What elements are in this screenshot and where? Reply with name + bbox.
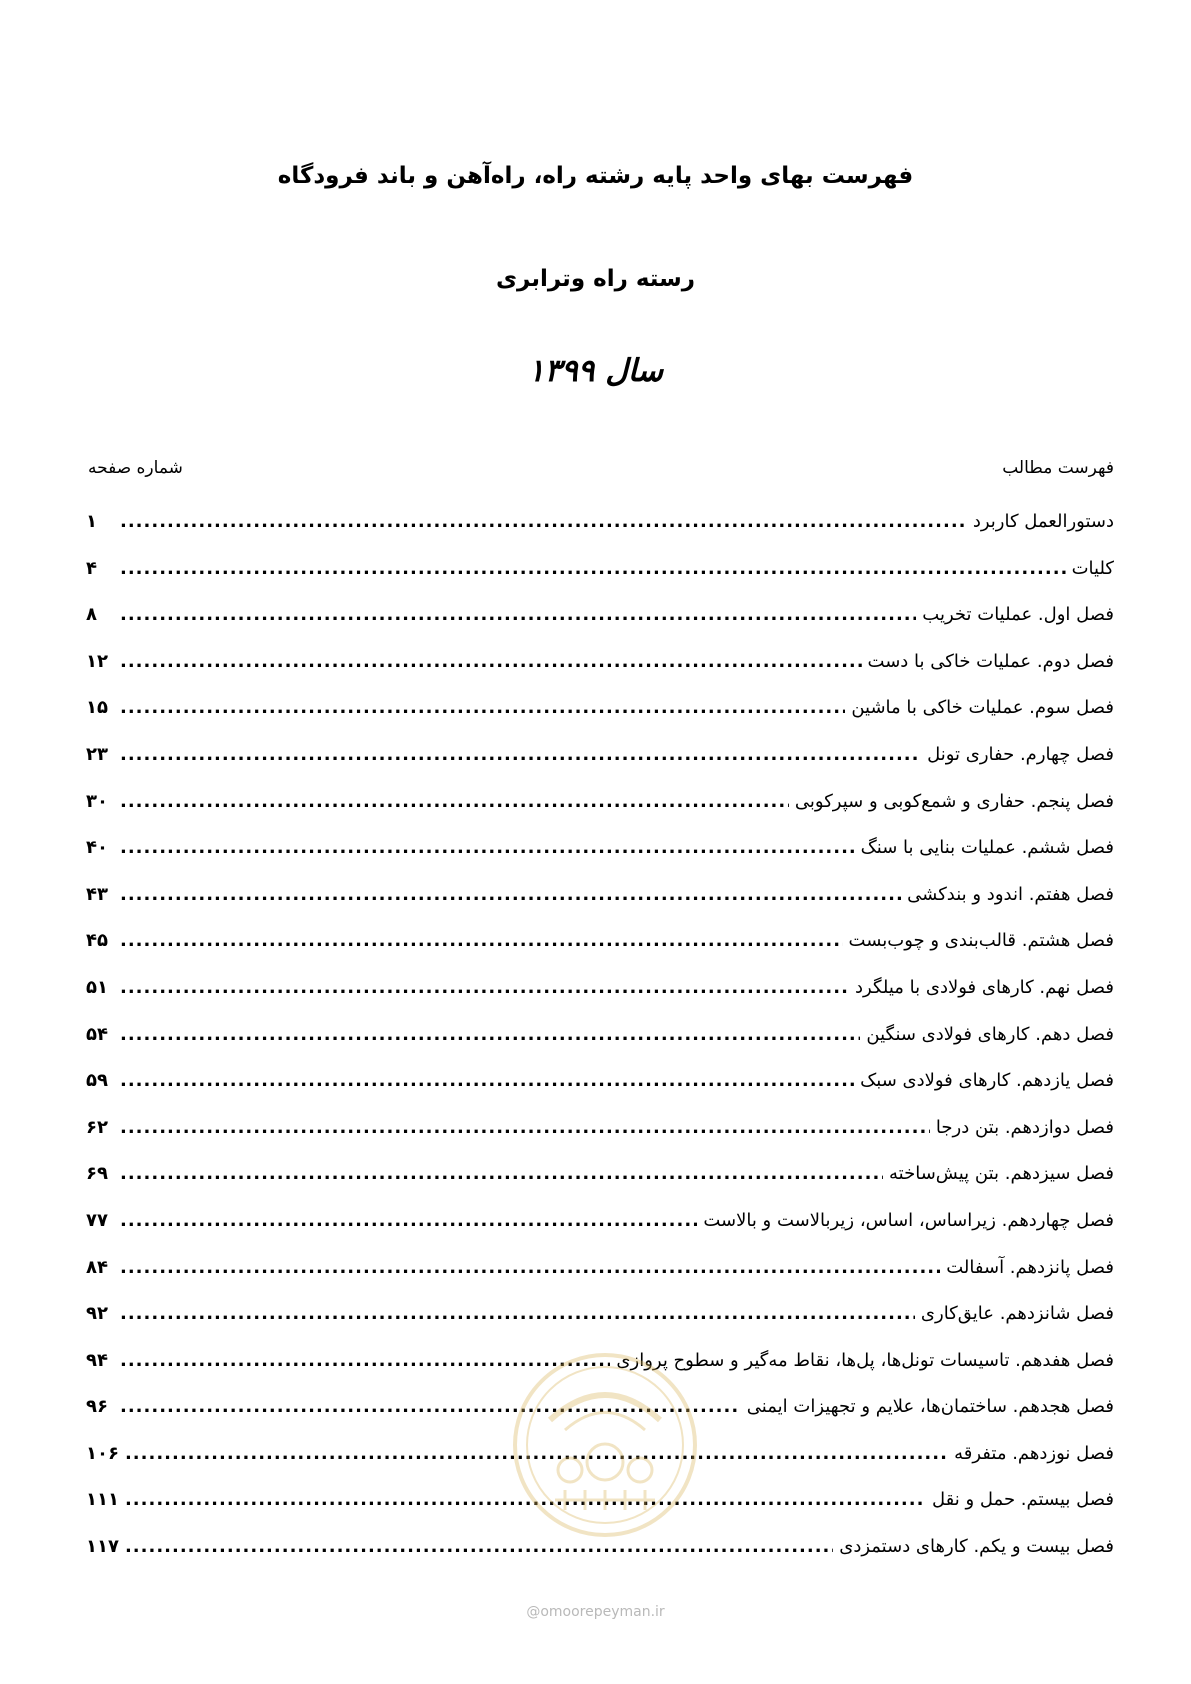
toc-entry-page: ۵۹ [86,1070,108,1092]
toc-entry-title: فصل دهم. کارهای فولادی سنگین [866,1023,1114,1045]
toc-entry-page: ۶۲ [86,1116,108,1138]
dot-leader [120,883,901,907]
toc-entry-page: ۵۱ [86,976,108,998]
toc-entry-title: فصل اول. عملیات تخریب [922,604,1114,626]
page-number-heading: شماره صفحه [88,458,183,478]
toc-entry-page: ۵۴ [86,1023,108,1045]
dot-leader [120,510,967,534]
toc-entry-page: ۱۵ [86,697,108,719]
toc-entry-page: ۹۲ [86,1303,108,1325]
toc-heading: فهرست مطالب [1002,458,1114,478]
toc-entry [86,1069,1114,1116]
toc-entry-page: ۶۹ [86,1163,108,1185]
toc-entry-title: فصل چهاردهم. زیراساس، اساس، زیربالاست و بالاست [703,1209,1114,1231]
toc-entry-title: فصل سیزدهم. بتن پیش‌ساخته [889,1163,1114,1185]
dot-leader [120,1256,940,1280]
toc-entry [86,1023,1114,1070]
toc-entry-page: ۸۴ [86,1256,108,1278]
toc-entry [86,696,1114,743]
dot-leader [120,696,845,720]
omoore-peyman-seal-icon [510,1350,700,1540]
dot-leader [120,1302,915,1326]
dot-leader [120,836,855,860]
toc-entry-page: ۴ [86,557,97,579]
toc-entry [86,510,1114,557]
toc-entry-page: ۲۳ [86,743,108,765]
toc-entry-page: ۴۰ [86,837,108,859]
toc-entry-page: ۱۰۶ [86,1442,119,1464]
toc-entry [86,603,1114,650]
toc-entry-title: فصل یازدهم. کارهای فولادی سبک [860,1070,1114,1092]
toc-entry [86,1256,1114,1303]
toc-entry [86,1535,1114,1582]
toc-entry-page: ۱۲ [86,650,108,672]
document-subtitle: رسته راه وترابری [495,266,696,292]
toc-entry-title: فصل ششم. عملیات بنایی با سنگ [860,837,1114,859]
toc-entry-title: فصل شانزدهم. عایق‌کاری [920,1303,1114,1325]
toc-entry-page: ۱ [86,511,97,532]
toc-entry [86,790,1114,837]
toc-entry-page: ۹۶ [86,1396,108,1418]
toc-entry [86,650,1114,697]
toc-entry-title: فصل نوزدهم. متفرقه [954,1442,1114,1464]
toc-entry-page: ۴۵ [86,930,108,952]
dot-leader [120,790,789,814]
dot-leader [120,650,862,674]
dot-leader [125,1535,833,1559]
toc-entry [86,1116,1114,1163]
dot-leader [120,1209,697,1233]
dot-leader [120,1116,930,1140]
toc-entry-page: ۳۰ [86,790,108,812]
toc-entry [86,557,1114,604]
toc-entry-title: فصل هشتم. قالب‌بندی و چوب‌بست [848,930,1114,952]
toc-entry-title: فصل هفتم. اندود و بندکشی [907,883,1114,905]
toc-entry-title: فصل بیستم. حمل و نقل [932,1489,1114,1511]
toc-entry-title: فصل سوم. عملیات خاکی با ماشین [851,697,1114,719]
toc-entry [86,743,1114,790]
toc-entry [86,1209,1114,1256]
dot-leader [120,929,843,953]
toc-entry-title: فصل دوازدهم. بتن درجا [935,1116,1114,1138]
document-year: سال ۱۳۹۹ [527,353,664,389]
toc-entry [86,976,1114,1023]
toc-entry-page: ۴۳ [86,883,108,905]
toc-entry-page: ۱۱۷ [86,1536,119,1558]
document-title: فهرست بهای واحد پایه رشته راه، راه‌آهن و باند فرودگاه [277,163,914,189]
toc-entry-title: فصل هجدهم. ساختمان‌ها، علایم و تجهیزات ایمنی [746,1396,1114,1418]
watermark-url: @omoorepeyman.ir [526,1604,665,1620]
toc-entry-title: فصل دوم. عملیات خاکی با دست [867,650,1114,672]
toc-entry-title: فصل بیست و یکم. کارهای دستمزدی [839,1536,1114,1558]
toc-entry-page: ۹۴ [86,1349,108,1371]
dot-leader [120,557,1066,581]
toc-entry [86,929,1114,976]
toc-entry-title: فصل پنجم. حفاری و شمع‌کوبی و سپرکوبی [794,790,1114,812]
toc-entry-title: فصل پانزدهم. آسفالت [946,1256,1114,1278]
toc-entry-title: فصل چهارم. حفاری تونل [927,743,1114,765]
toc-entry-title: فصل هفدهم. تاسیسات تونل‌ها، پل‌ها، نقاط مه‌گیر و سطوح پروازی [616,1349,1114,1371]
toc-entry-title: کلیات [1071,557,1114,579]
dot-leader [120,1162,883,1186]
dot-leader [120,743,921,767]
dot-leader [120,976,849,1000]
dot-leader [120,1069,854,1093]
toc-entry [86,883,1114,930]
toc-entry [86,836,1114,883]
toc-entry-page: ۷۷ [86,1209,108,1231]
toc-entry [86,1162,1114,1209]
dot-leader [120,603,916,627]
dot-leader [120,1023,860,1047]
toc-entry-title: فصل نهم. کارهای فولادی با میلگرد [855,976,1114,998]
toc-entry [86,1302,1114,1349]
toc-entry-page: ۱۱۱ [86,1489,119,1511]
toc-entry-title: دستورالعمل کاربرد [972,511,1114,532]
toc-entry-page: ۸ [86,604,97,626]
